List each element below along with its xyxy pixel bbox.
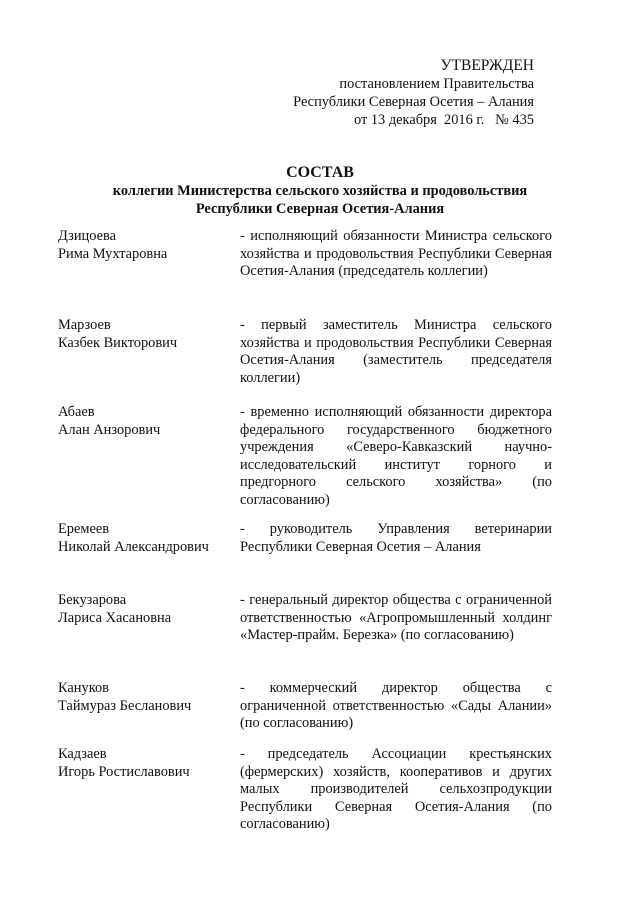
member-role: - исполняющий обязанности Министра сельского хозяйства и продовольствия Республики Северная Осетия-Алания (председатель коллегии) — [240, 228, 552, 279]
member-given-name: Рима Мухтаровна — [58, 245, 168, 262]
member-role: - председатель Ассоциации крестьянских (фермерских) хозяйств, кооперативов и других малых производителей сельхозпродукции Республики Северная Осетия-Алания (по согласованию) — [240, 746, 552, 832]
member-role: - первый заместитель Министра сельского хозяйства и продовольствия Республики Северная Осетия-Алания (заместитель председателя коллегии) — [240, 317, 552, 386]
title-line: Республики Северная Осетия-Алания — [195, 201, 445, 217]
approval-stamp — [293, 56, 534, 129]
approval-date: от 13 декабря 2016 г. № 435 — [353, 112, 534, 128]
member-name — [58, 317, 238, 352]
member-given-name: Таймураз Бесланович — [58, 697, 192, 714]
member-name — [58, 228, 238, 263]
title-line: коллегии Министерства сельского хозяйства и продовольствия — [112, 183, 528, 199]
approval-line: Республики Северная Осетия – Алания — [293, 94, 534, 110]
member-name — [58, 521, 238, 556]
member-name — [58, 404, 238, 439]
member-surname: Кадзаев — [58, 746, 107, 762]
document-title — [0, 163, 640, 218]
member-role: - генеральный директор общества с ограниченной ответственностью «Агропромышленный холдинг «Мастер-прайм. Березка» (по согласованию) — [240, 592, 552, 643]
member-given-name: Игорь Ростиславович — [58, 763, 190, 780]
member-name — [58, 746, 238, 781]
member-given-name: Николай Александрович — [58, 538, 209, 555]
approval-line: постановлением Правительства — [339, 76, 534, 92]
member-given-name: Лариса Хасановна — [58, 609, 172, 626]
member-name — [58, 592, 238, 627]
member-role: - руководитель Управления ветеринарии Республики Северная Осетия – Алания — [240, 521, 552, 555]
member-given-name: Алан Анзорович — [58, 421, 161, 438]
member-surname: Еремеев — [58, 521, 110, 537]
member-surname: Дзицоева — [58, 228, 117, 244]
member-surname: Кануков — [58, 680, 109, 696]
member-given-name: Казбек Викторович — [58, 334, 178, 351]
member-surname: Бекузарова — [58, 592, 127, 608]
member-surname: Абаев — [58, 404, 95, 420]
member-role: - временно исполняющий обязанности директора федерального государственного бюджетного учреждения «Северо-Кавказский научно-исследовательский институт горного и предгорного сельского хозяйства» (по согласованию) — [240, 404, 552, 508]
member-surname: Марзоев — [58, 317, 111, 333]
member-role: - коммерческий директор общества с ограниченной ответственностью «Сады Алании» (по согласованию) — [240, 680, 552, 731]
member-name — [58, 680, 238, 715]
approval-heading: УТВЕРЖДЕН — [440, 57, 534, 74]
title-line: СОСТАВ — [286, 164, 354, 181]
